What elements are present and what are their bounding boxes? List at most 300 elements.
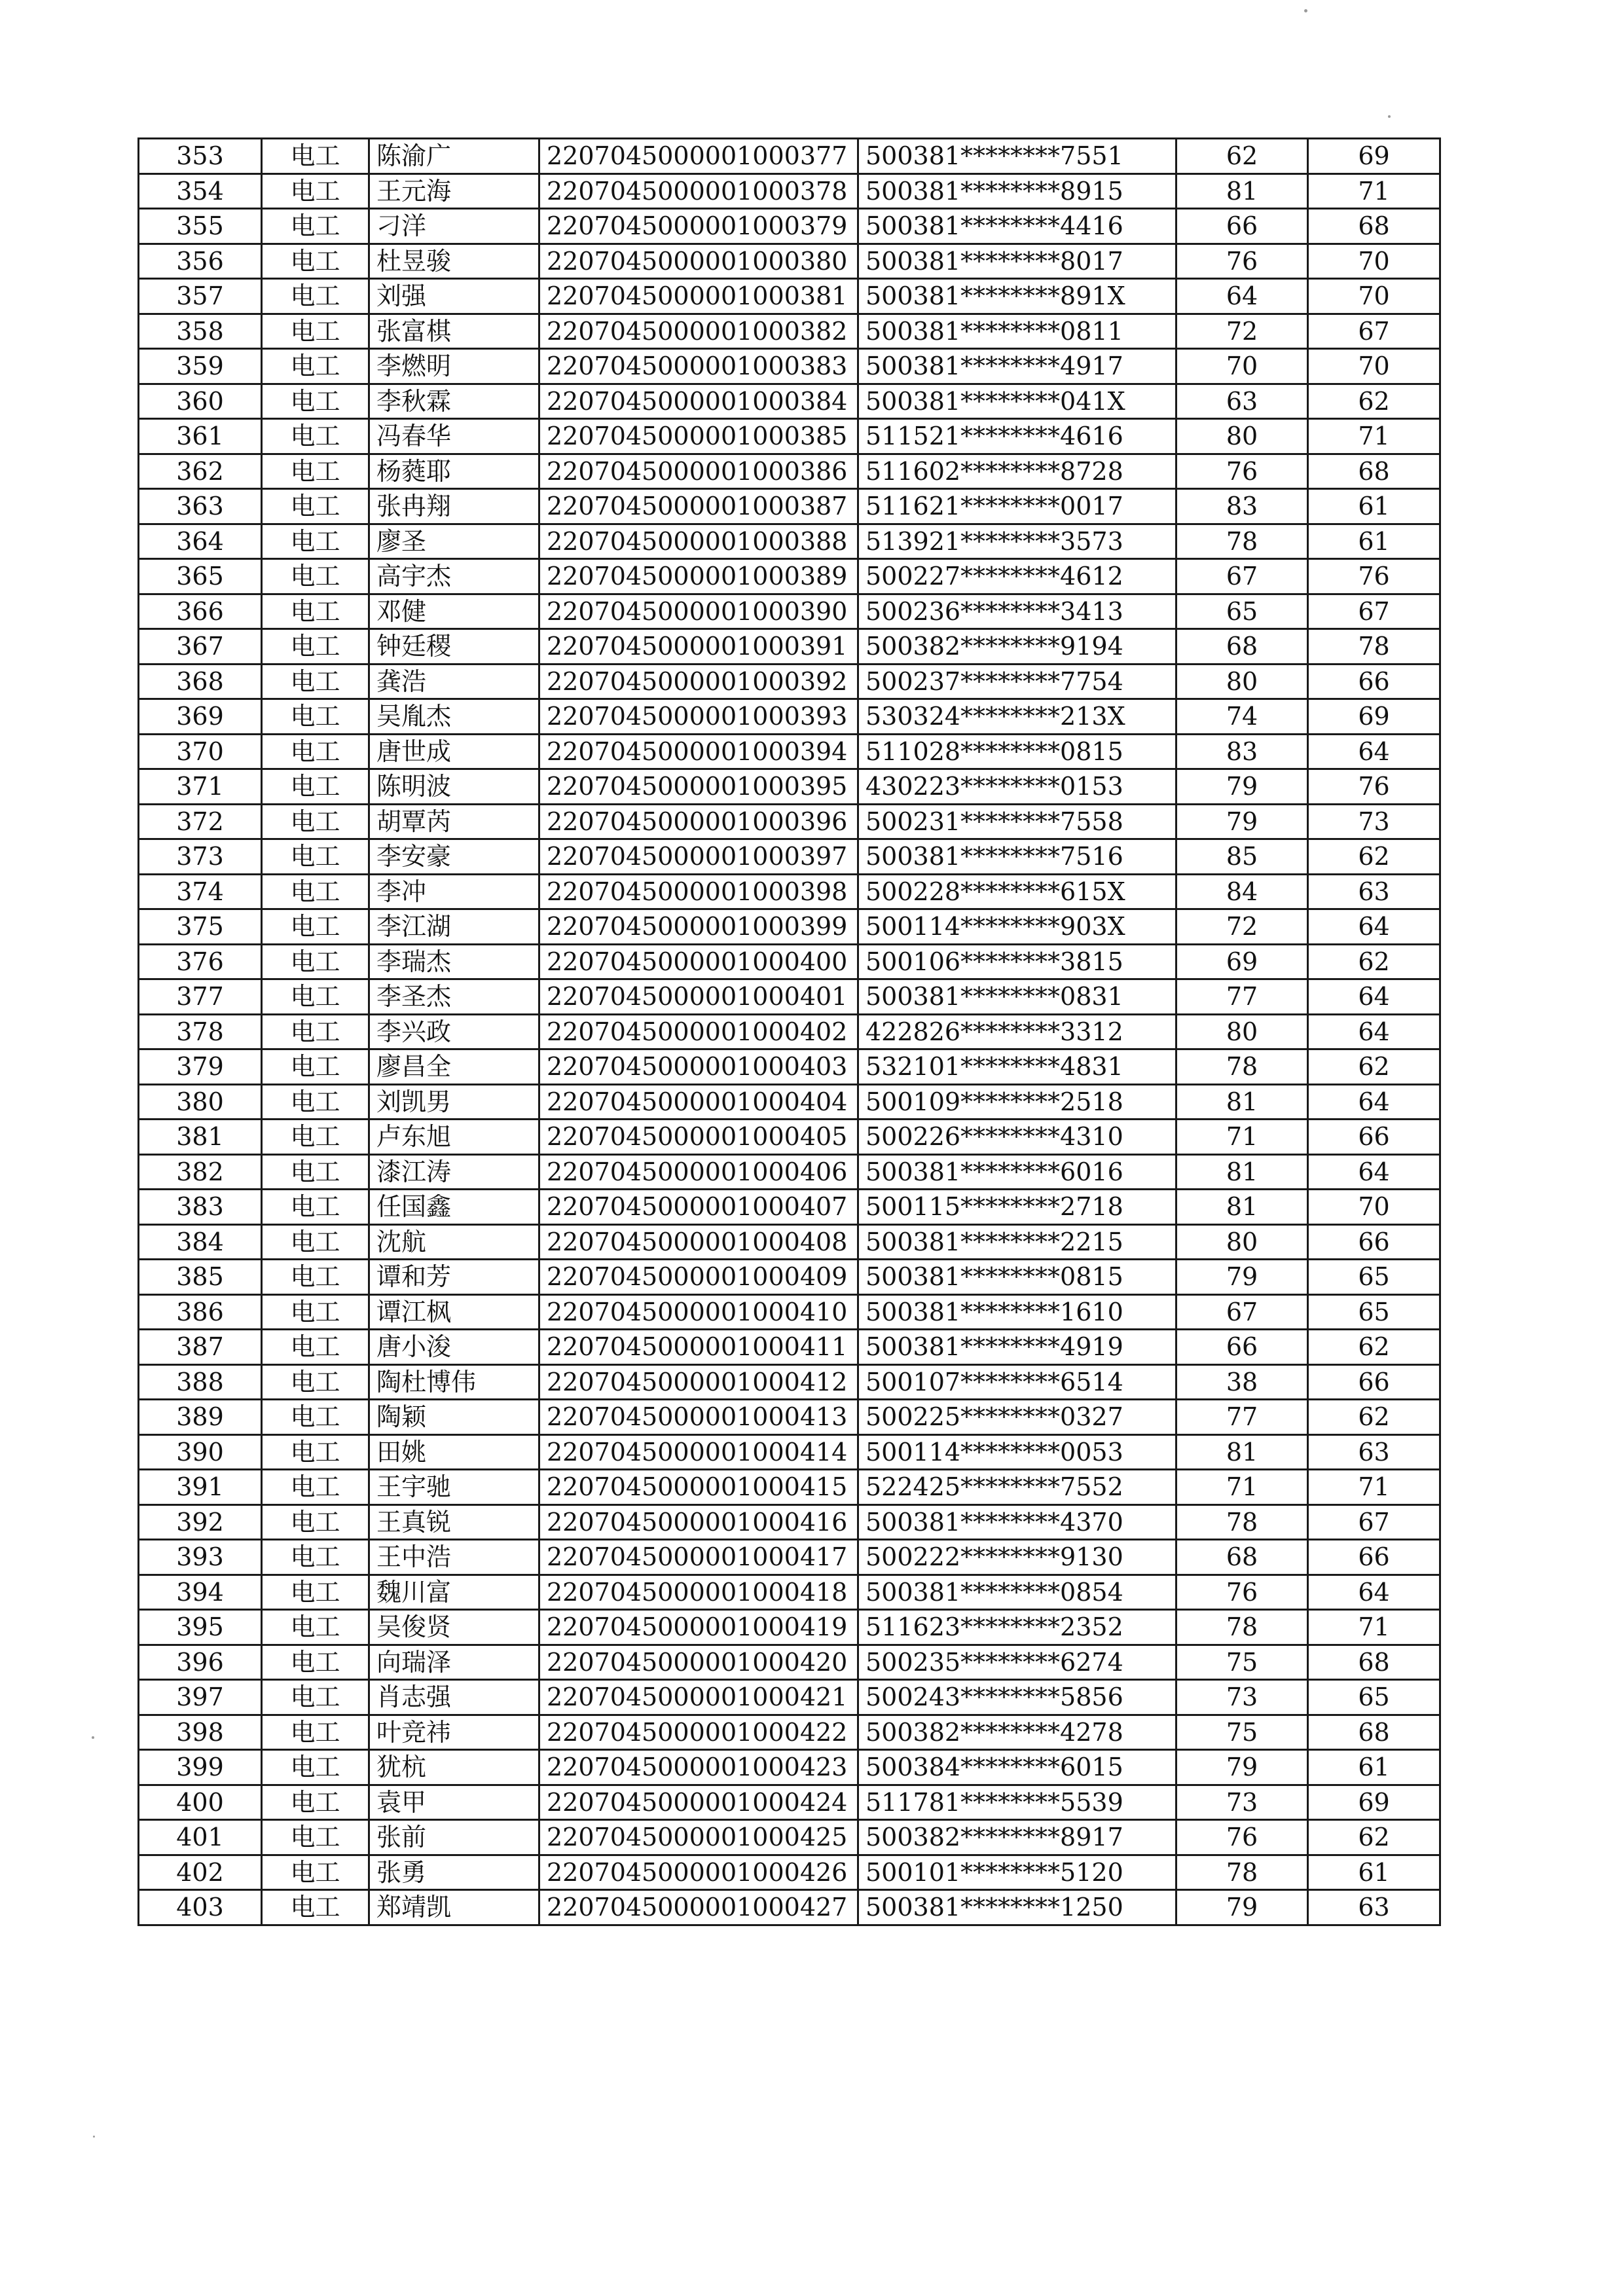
cell-score-theory: 79 bbox=[1176, 769, 1308, 805]
cell-score-theory: 79 bbox=[1176, 804, 1308, 839]
cell-ticket-number: 2207045000001000378 bbox=[539, 173, 858, 209]
cell-score-practical: 73 bbox=[1308, 804, 1440, 839]
cell-id-number: 500381********0854 bbox=[858, 1575, 1176, 1610]
cell-score-practical: 61 bbox=[1308, 1750, 1440, 1785]
cell-name: 李兴政 bbox=[369, 1014, 539, 1049]
cell-ticket-number: 2207045000001000423 bbox=[539, 1750, 858, 1785]
cell-id-number: 500381********4917 bbox=[858, 349, 1176, 384]
cell-name: 廖圣 bbox=[369, 524, 539, 559]
cell-name: 陈渝广 bbox=[369, 139, 539, 174]
cell-ticket-number: 2207045000001000415 bbox=[539, 1470, 858, 1505]
table-row bbox=[139, 839, 1440, 875]
cell-id-number: 500101********5120 bbox=[858, 1855, 1176, 1890]
cell-job-type: 电工 bbox=[262, 1470, 369, 1505]
cell-ticket-number: 2207045000001000383 bbox=[539, 349, 858, 384]
cell-job-type: 电工 bbox=[262, 1260, 369, 1295]
cell-job-type: 电工 bbox=[262, 1890, 369, 1925]
table-row bbox=[139, 244, 1440, 279]
cell-score-practical: 64 bbox=[1308, 979, 1440, 1015]
cell-serial-number: 386 bbox=[139, 1294, 262, 1330]
cell-score-theory: 78 bbox=[1176, 1049, 1308, 1085]
cell-ticket-number: 2207045000001000391 bbox=[539, 629, 858, 665]
table-row bbox=[139, 524, 1440, 559]
cell-serial-number: 400 bbox=[139, 1785, 262, 1820]
cell-score-theory: 73 bbox=[1176, 1680, 1308, 1715]
cell-job-type: 电工 bbox=[262, 1224, 369, 1260]
table-row bbox=[139, 419, 1440, 454]
cell-score-practical: 63 bbox=[1308, 1890, 1440, 1925]
cell-name: 任国鑫 bbox=[369, 1190, 539, 1225]
cell-serial-number: 359 bbox=[139, 349, 262, 384]
cell-score-practical: 64 bbox=[1308, 734, 1440, 769]
cell-ticket-number: 2207045000001000403 bbox=[539, 1049, 858, 1085]
cell-name: 王元海 bbox=[369, 173, 539, 209]
cell-job-type: 电工 bbox=[262, 839, 369, 875]
cell-score-practical: 76 bbox=[1308, 769, 1440, 805]
cell-name: 谭和芳 bbox=[369, 1260, 539, 1295]
cell-serial-number: 366 bbox=[139, 594, 262, 629]
cell-serial-number: 378 bbox=[139, 1014, 262, 1049]
cell-score-theory: 75 bbox=[1176, 1715, 1308, 1750]
table-row bbox=[139, 1785, 1440, 1820]
cell-id-number: 500107********6514 bbox=[858, 1364, 1176, 1400]
cell-id-number: 500222********9130 bbox=[858, 1540, 1176, 1575]
cell-serial-number: 361 bbox=[139, 419, 262, 454]
cell-score-theory: 77 bbox=[1176, 1400, 1308, 1435]
cell-score-practical: 62 bbox=[1308, 839, 1440, 875]
table-row bbox=[139, 874, 1440, 909]
cell-score-theory: 80 bbox=[1176, 1014, 1308, 1049]
table-row bbox=[139, 1540, 1440, 1575]
cell-score-theory: 69 bbox=[1176, 944, 1308, 979]
cell-score-practical: 71 bbox=[1308, 1610, 1440, 1645]
cell-name: 龚浩 bbox=[369, 664, 539, 699]
cell-score-practical: 63 bbox=[1308, 874, 1440, 909]
cell-id-number: 500381********0815 bbox=[858, 1260, 1176, 1295]
cell-ticket-number: 2207045000001000426 bbox=[539, 1855, 858, 1890]
cell-ticket-number: 2207045000001000386 bbox=[539, 454, 858, 489]
cell-name: 张前 bbox=[369, 1820, 539, 1855]
cell-serial-number: 377 bbox=[139, 979, 262, 1015]
table-row bbox=[139, 1260, 1440, 1295]
cell-name: 唐小浚 bbox=[369, 1330, 539, 1365]
cell-job-type: 电工 bbox=[262, 1785, 369, 1820]
cell-id-number: 511781********5539 bbox=[858, 1785, 1176, 1820]
cell-id-number: 500381********0831 bbox=[858, 979, 1176, 1015]
cell-ticket-number: 2207045000001000384 bbox=[539, 384, 858, 419]
cell-serial-number: 392 bbox=[139, 1504, 262, 1540]
cell-serial-number: 362 bbox=[139, 454, 262, 489]
cell-score-practical: 64 bbox=[1308, 1014, 1440, 1049]
cell-score-theory: 78 bbox=[1176, 1855, 1308, 1890]
cell-ticket-number: 2207045000001000387 bbox=[539, 489, 858, 524]
cell-id-number: 500115********2718 bbox=[858, 1190, 1176, 1225]
table-row bbox=[139, 1120, 1440, 1155]
cell-ticket-number: 2207045000001000402 bbox=[539, 1014, 858, 1049]
cell-job-type: 电工 bbox=[262, 1190, 369, 1225]
cell-serial-number: 402 bbox=[139, 1855, 262, 1890]
table-row bbox=[139, 1890, 1440, 1925]
cell-score-practical: 65 bbox=[1308, 1294, 1440, 1330]
scan-speck bbox=[1388, 115, 1391, 118]
cell-job-type: 电工 bbox=[262, 804, 369, 839]
cell-serial-number: 396 bbox=[139, 1645, 262, 1680]
cell-score-practical: 65 bbox=[1308, 1680, 1440, 1715]
cell-serial-number: 368 bbox=[139, 664, 262, 699]
cell-job-type: 电工 bbox=[262, 314, 369, 349]
cell-serial-number: 379 bbox=[139, 1049, 262, 1085]
cell-serial-number: 357 bbox=[139, 279, 262, 314]
cell-score-practical: 62 bbox=[1308, 384, 1440, 419]
cell-serial-number: 374 bbox=[139, 874, 262, 909]
cell-job-type: 电工 bbox=[262, 769, 369, 805]
cell-ticket-number: 2207045000001000404 bbox=[539, 1084, 858, 1120]
cell-ticket-number: 2207045000001000407 bbox=[539, 1190, 858, 1225]
cell-name: 刘强 bbox=[369, 279, 539, 314]
cell-score-practical: 68 bbox=[1308, 209, 1440, 244]
cell-score-theory: 66 bbox=[1176, 209, 1308, 244]
cell-ticket-number: 2207045000001000399 bbox=[539, 909, 858, 945]
cell-name: 陶杜博伟 bbox=[369, 1364, 539, 1400]
cell-serial-number: 387 bbox=[139, 1330, 262, 1365]
cell-score-theory: 81 bbox=[1176, 1434, 1308, 1470]
cell-score-theory: 77 bbox=[1176, 979, 1308, 1015]
cell-score-practical: 67 bbox=[1308, 594, 1440, 629]
cell-score-practical: 66 bbox=[1308, 1224, 1440, 1260]
cell-serial-number: 394 bbox=[139, 1575, 262, 1610]
cell-score-theory: 74 bbox=[1176, 699, 1308, 735]
table-row bbox=[139, 209, 1440, 244]
cell-score-theory: 70 bbox=[1176, 349, 1308, 384]
cell-serial-number: 391 bbox=[139, 1470, 262, 1505]
cell-job-type: 电工 bbox=[262, 1504, 369, 1540]
cell-name: 刁洋 bbox=[369, 209, 539, 244]
cell-name: 向瑞泽 bbox=[369, 1645, 539, 1680]
cell-job-type: 电工 bbox=[262, 1540, 369, 1575]
cell-job-type: 电工 bbox=[262, 139, 369, 174]
cell-score-practical: 71 bbox=[1308, 1470, 1440, 1505]
cell-serial-number: 360 bbox=[139, 384, 262, 419]
cell-score-theory: 81 bbox=[1176, 1154, 1308, 1190]
cell-score-practical: 70 bbox=[1308, 349, 1440, 384]
cell-ticket-number: 2207045000001000396 bbox=[539, 804, 858, 839]
cell-id-number: 522425********7552 bbox=[858, 1470, 1176, 1505]
cell-score-practical: 61 bbox=[1308, 524, 1440, 559]
cell-score-practical: 62 bbox=[1308, 1400, 1440, 1435]
table-row bbox=[139, 909, 1440, 945]
table-row bbox=[139, 979, 1440, 1015]
table-row bbox=[139, 699, 1440, 735]
cell-name: 袁甲 bbox=[369, 1785, 539, 1820]
cell-id-number: 500381********4919 bbox=[858, 1330, 1176, 1365]
cell-name: 魏川富 bbox=[369, 1575, 539, 1610]
cell-serial-number: 383 bbox=[139, 1190, 262, 1225]
cell-score-theory: 85 bbox=[1176, 839, 1308, 875]
cell-ticket-number: 2207045000001000388 bbox=[539, 524, 858, 559]
cell-id-number: 500381********1250 bbox=[858, 1890, 1176, 1925]
table-row bbox=[139, 1294, 1440, 1330]
cell-name: 李冲 bbox=[369, 874, 539, 909]
cell-id-number: 500236********3413 bbox=[858, 594, 1176, 629]
cell-job-type: 电工 bbox=[262, 734, 369, 769]
cell-score-practical: 63 bbox=[1308, 1434, 1440, 1470]
cell-job-type: 电工 bbox=[262, 1680, 369, 1715]
cell-ticket-number: 2207045000001000421 bbox=[539, 1680, 858, 1715]
cell-ticket-number: 2207045000001000418 bbox=[539, 1575, 858, 1610]
cell-ticket-number: 2207045000001000397 bbox=[539, 839, 858, 875]
cell-name: 王中浩 bbox=[369, 1540, 539, 1575]
cell-name: 胡覃芮 bbox=[369, 804, 539, 839]
cell-score-theory: 62 bbox=[1176, 139, 1308, 174]
cell-name: 陈明波 bbox=[369, 769, 539, 805]
cell-id-number: 500114********903X bbox=[858, 909, 1176, 945]
cell-score-theory: 73 bbox=[1176, 1785, 1308, 1820]
cell-id-number: 500381********041X bbox=[858, 384, 1176, 419]
cell-score-theory: 71 bbox=[1176, 1120, 1308, 1155]
scan-speck bbox=[1304, 9, 1307, 12]
cell-job-type: 电工 bbox=[262, 419, 369, 454]
cell-score-theory: 83 bbox=[1176, 489, 1308, 524]
cell-serial-number: 369 bbox=[139, 699, 262, 735]
cell-ticket-number: 2207045000001000425 bbox=[539, 1820, 858, 1855]
cell-score-practical: 62 bbox=[1308, 1820, 1440, 1855]
cell-job-type: 电工 bbox=[262, 559, 369, 594]
table-row bbox=[139, 454, 1440, 489]
table-row bbox=[139, 664, 1440, 699]
cell-ticket-number: 2207045000001000409 bbox=[539, 1260, 858, 1295]
cell-score-theory: 71 bbox=[1176, 1470, 1308, 1505]
cell-name: 叶竞祎 bbox=[369, 1715, 539, 1750]
cell-ticket-number: 2207045000001000377 bbox=[539, 139, 858, 174]
cell-id-number: 500381********8915 bbox=[858, 173, 1176, 209]
cell-score-theory: 64 bbox=[1176, 279, 1308, 314]
table-row bbox=[139, 1330, 1440, 1365]
cell-id-number: 500109********2518 bbox=[858, 1084, 1176, 1120]
table-row bbox=[139, 139, 1440, 174]
cell-job-type: 电工 bbox=[262, 979, 369, 1015]
table-row bbox=[139, 1014, 1440, 1049]
cell-serial-number: 382 bbox=[139, 1154, 262, 1190]
cell-score-practical: 62 bbox=[1308, 944, 1440, 979]
cell-score-practical: 64 bbox=[1308, 909, 1440, 945]
table-row bbox=[139, 349, 1440, 384]
cell-name: 冯春华 bbox=[369, 419, 539, 454]
cell-id-number: 500382********8917 bbox=[858, 1820, 1176, 1855]
cell-name: 郑靖凯 bbox=[369, 1890, 539, 1925]
cell-job-type: 电工 bbox=[262, 1575, 369, 1610]
cell-score-theory: 67 bbox=[1176, 559, 1308, 594]
table-row bbox=[139, 559, 1440, 594]
cell-id-number: 500228********615X bbox=[858, 874, 1176, 909]
table-row bbox=[139, 1575, 1440, 1610]
cell-job-type: 电工 bbox=[262, 1400, 369, 1435]
cell-score-practical: 65 bbox=[1308, 1260, 1440, 1295]
cell-job-type: 电工 bbox=[262, 1750, 369, 1785]
cell-ticket-number: 2207045000001000422 bbox=[539, 1715, 858, 1750]
cell-score-practical: 76 bbox=[1308, 559, 1440, 594]
table-row bbox=[139, 1470, 1440, 1505]
cell-score-practical: 67 bbox=[1308, 1504, 1440, 1540]
cell-name: 李安豪 bbox=[369, 839, 539, 875]
cell-name: 田姚 bbox=[369, 1434, 539, 1470]
cell-score-theory: 79 bbox=[1176, 1890, 1308, 1925]
cell-score-theory: 80 bbox=[1176, 664, 1308, 699]
table-row bbox=[139, 1715, 1440, 1750]
cell-id-number: 513921********3573 bbox=[858, 524, 1176, 559]
cell-serial-number: 365 bbox=[139, 559, 262, 594]
cell-name: 张冉翔 bbox=[369, 489, 539, 524]
cell-ticket-number: 2207045000001000385 bbox=[539, 419, 858, 454]
table-row bbox=[139, 384, 1440, 419]
scan-speck bbox=[92, 1736, 94, 1739]
cell-name: 王真锐 bbox=[369, 1504, 539, 1540]
cell-score-theory: 83 bbox=[1176, 734, 1308, 769]
cell-score-practical: 69 bbox=[1308, 139, 1440, 174]
cell-score-theory: 79 bbox=[1176, 1260, 1308, 1295]
cell-score-theory: 68 bbox=[1176, 1540, 1308, 1575]
cell-job-type: 电工 bbox=[262, 349, 369, 384]
cell-id-number: 500227********4612 bbox=[858, 559, 1176, 594]
cell-score-practical: 78 bbox=[1308, 629, 1440, 665]
cell-job-type: 电工 bbox=[262, 1434, 369, 1470]
cell-id-number: 511028********0815 bbox=[858, 734, 1176, 769]
cell-name: 吴胤杰 bbox=[369, 699, 539, 735]
cell-ticket-number: 2207045000001000381 bbox=[539, 279, 858, 314]
cell-serial-number: 398 bbox=[139, 1715, 262, 1750]
cell-serial-number: 375 bbox=[139, 909, 262, 945]
cell-ticket-number: 2207045000001000393 bbox=[539, 699, 858, 735]
cell-serial-number: 385 bbox=[139, 1260, 262, 1295]
cell-score-theory: 76 bbox=[1176, 454, 1308, 489]
cell-name: 李瑞杰 bbox=[369, 944, 539, 979]
cell-score-theory: 81 bbox=[1176, 1190, 1308, 1225]
cell-id-number: 500231********7558 bbox=[858, 804, 1176, 839]
cell-serial-number: 373 bbox=[139, 839, 262, 875]
cell-id-number: 500384********6015 bbox=[858, 1750, 1176, 1785]
cell-serial-number: 358 bbox=[139, 314, 262, 349]
table-row bbox=[139, 173, 1440, 209]
cell-name: 李江湖 bbox=[369, 909, 539, 945]
cell-serial-number: 381 bbox=[139, 1120, 262, 1155]
cell-score-practical: 66 bbox=[1308, 664, 1440, 699]
cell-id-number: 500381********0811 bbox=[858, 314, 1176, 349]
cell-serial-number: 367 bbox=[139, 629, 262, 665]
table-row bbox=[139, 734, 1440, 769]
cell-score-theory: 78 bbox=[1176, 1610, 1308, 1645]
table-row bbox=[139, 944, 1440, 979]
cell-ticket-number: 2207045000001000405 bbox=[539, 1120, 858, 1155]
table-row bbox=[139, 1504, 1440, 1540]
cell-job-type: 电工 bbox=[262, 909, 369, 945]
cell-score-theory: 78 bbox=[1176, 1504, 1308, 1540]
table-row bbox=[139, 629, 1440, 665]
cell-score-practical: 66 bbox=[1308, 1364, 1440, 1400]
exam-results-table bbox=[137, 137, 1441, 1926]
cell-score-practical: 71 bbox=[1308, 173, 1440, 209]
cell-name: 李秋霖 bbox=[369, 384, 539, 419]
table-row bbox=[139, 1434, 1440, 1470]
cell-score-theory: 75 bbox=[1176, 1645, 1308, 1680]
cell-job-type: 电工 bbox=[262, 1294, 369, 1330]
cell-ticket-number: 2207045000001000408 bbox=[539, 1224, 858, 1260]
cell-job-type: 电工 bbox=[262, 279, 369, 314]
cell-ticket-number: 2207045000001000379 bbox=[539, 209, 858, 244]
cell-id-number: 500381********7551 bbox=[858, 139, 1176, 174]
cell-serial-number: 354 bbox=[139, 173, 262, 209]
table-row bbox=[139, 1154, 1440, 1190]
cell-job-type: 电工 bbox=[262, 1715, 369, 1750]
cell-id-number: 500114********0053 bbox=[858, 1434, 1176, 1470]
cell-score-practical: 61 bbox=[1308, 1855, 1440, 1890]
cell-score-theory: 80 bbox=[1176, 1224, 1308, 1260]
cell-id-number: 500381********2215 bbox=[858, 1224, 1176, 1260]
cell-score-theory: 65 bbox=[1176, 594, 1308, 629]
cell-job-type: 电工 bbox=[262, 1610, 369, 1645]
cell-id-number: 500381********4370 bbox=[858, 1504, 1176, 1540]
cell-id-number: 500235********6274 bbox=[858, 1645, 1176, 1680]
cell-score-theory: 76 bbox=[1176, 244, 1308, 279]
cell-job-type: 电工 bbox=[262, 1084, 369, 1120]
cell-score-theory: 68 bbox=[1176, 629, 1308, 665]
cell-name: 唐世成 bbox=[369, 734, 539, 769]
cell-name: 张勇 bbox=[369, 1855, 539, 1890]
cell-id-number: 511521********4616 bbox=[858, 419, 1176, 454]
cell-job-type: 电工 bbox=[262, 1364, 369, 1400]
cell-job-type: 电工 bbox=[262, 594, 369, 629]
cell-name: 陶颖 bbox=[369, 1400, 539, 1435]
cell-serial-number: 356 bbox=[139, 244, 262, 279]
cell-serial-number: 364 bbox=[139, 524, 262, 559]
cell-serial-number: 370 bbox=[139, 734, 262, 769]
cell-id-number: 500381********7516 bbox=[858, 839, 1176, 875]
table-row bbox=[139, 1820, 1440, 1855]
cell-score-practical: 71 bbox=[1308, 419, 1440, 454]
cell-ticket-number: 2207045000001000410 bbox=[539, 1294, 858, 1330]
cell-serial-number: 388 bbox=[139, 1364, 262, 1400]
cell-job-type: 电工 bbox=[262, 384, 369, 419]
cell-id-number: 500381********4416 bbox=[858, 209, 1176, 244]
cell-score-theory: 78 bbox=[1176, 524, 1308, 559]
cell-score-theory: 80 bbox=[1176, 419, 1308, 454]
cell-job-type: 电工 bbox=[262, 489, 369, 524]
cell-id-number: 422826********3312 bbox=[858, 1014, 1176, 1049]
table-row bbox=[139, 769, 1440, 805]
cell-ticket-number: 2207045000001000392 bbox=[539, 664, 858, 699]
cell-job-type: 电工 bbox=[262, 209, 369, 244]
cell-ticket-number: 2207045000001000389 bbox=[539, 559, 858, 594]
table-row bbox=[139, 1750, 1440, 1785]
cell-score-theory: 67 bbox=[1176, 1294, 1308, 1330]
cell-score-theory: 66 bbox=[1176, 1330, 1308, 1365]
cell-score-theory: 72 bbox=[1176, 314, 1308, 349]
table-row bbox=[139, 489, 1440, 524]
cell-serial-number: 399 bbox=[139, 1750, 262, 1785]
cell-score-practical: 69 bbox=[1308, 1785, 1440, 1820]
cell-job-type: 电工 bbox=[262, 1120, 369, 1155]
cell-job-type: 电工 bbox=[262, 1049, 369, 1085]
cell-score-practical: 61 bbox=[1308, 489, 1440, 524]
cell-job-type: 电工 bbox=[262, 524, 369, 559]
cell-job-type: 电工 bbox=[262, 1154, 369, 1190]
cell-name: 廖昌全 bbox=[369, 1049, 539, 1085]
cell-id-number: 500225********0327 bbox=[858, 1400, 1176, 1435]
cell-score-practical: 70 bbox=[1308, 244, 1440, 279]
cell-serial-number: 397 bbox=[139, 1680, 262, 1715]
cell-score-practical: 62 bbox=[1308, 1330, 1440, 1365]
cell-ticket-number: 2207045000001000382 bbox=[539, 314, 858, 349]
cell-job-type: 电工 bbox=[262, 244, 369, 279]
table-row bbox=[139, 1190, 1440, 1225]
